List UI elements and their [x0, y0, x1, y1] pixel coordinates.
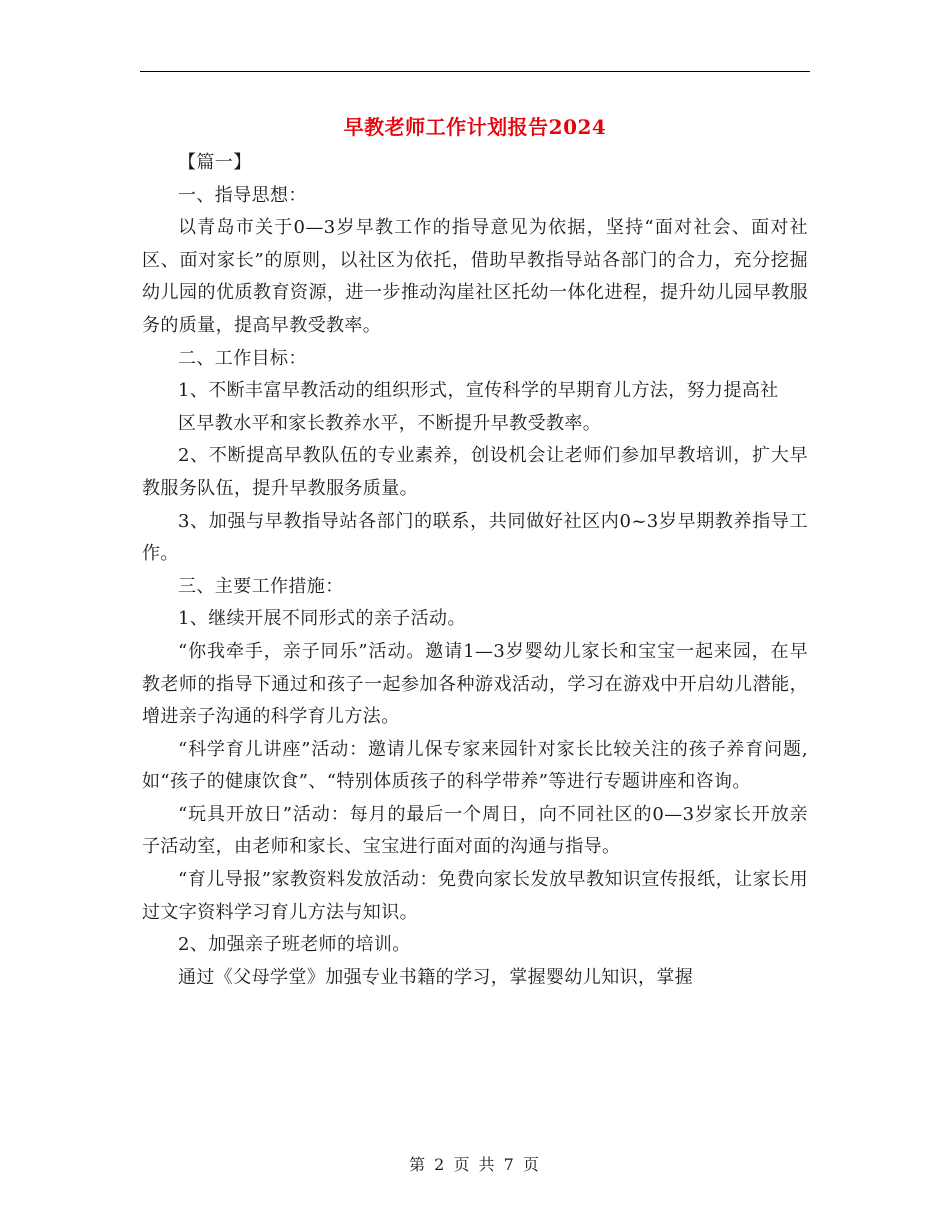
paragraph: 通过《父母学堂》加强专业书籍的学习，掌握婴幼儿知识，掌握 — [178, 966, 694, 988]
paragraph: 2、不断提高早教队伍的专业素养，创设机会让老师们参加早教培训，扩大早教服务队伍，提升早教服务质量。 — [142, 445, 808, 499]
paragraph: “你我牵手，亲子同乐”活动。邀请1—3岁婴幼儿家长和宝宝一起来园，在早教老师的指导下通过和孩子一起参加各种游戏活动，学习在游戏中开启幼儿潜能，增进亲子沟通的科学育儿方法。 — [142, 640, 808, 728]
paragraph: 以青岛市关于0—3岁早教工作的指导意见为依据，坚持“面对社会、面对社区、面对家长”的原则，以社区为依托，借助早教指导站各部门的合力，充分挖掘幼儿园的优质教育资源，进一步推动沟崖社区托幼一体化进程，提升幼儿园早教服务的质量，提高早教受教率。 — [142, 217, 808, 336]
paragraph: 2、加强亲子班老师的培训。 — [178, 934, 411, 956]
paragraph: 区早教水平和家长教养水平，不断提升早教受教率。 — [178, 412, 602, 434]
paragraph: 3、加强与早教指导站各部门的联系，共同做好社区内0~3岁早期教养指导工作。 — [142, 510, 808, 565]
document-title: 早教老师工作计划报告2024 — [343, 115, 607, 139]
page-number-footer: 第 2 页 共 7 页 — [409, 1155, 541, 1174]
paragraph: “玩具开放日”活动：每月的最后一个周日，向不同社区的0—3岁家长开放亲子活动室，由老师和家长、宝宝进行面对面的沟通与指导。 — [142, 803, 808, 858]
paragraph: 1、不断丰富早教活动的组织形式，宣传科学的早期育儿方法，努力提高社 — [178, 380, 779, 402]
heading-work-goals: 二、工作目标： — [178, 347, 307, 369]
heading-main-measures: 三、主要工作措施： — [178, 575, 344, 597]
section-heading: 【篇一】 — [178, 152, 252, 173]
document-body — [142, 147, 808, 994]
paragraph: 1、继续开展不同形式的亲子活动。 — [178, 608, 466, 630]
paragraph: “育儿导报”家教资料发放活动：免费向家长发放早教知识宣传报纸，让家长用过文字资料学习育儿方法与知识。 — [142, 869, 808, 923]
paragraph: “科学育儿讲座”活动：邀请儿保专家来园针对家长比较关注的孩子养育问题,如“孩子的健康饮食”、“特别体质孩子的科学带养”等进行专题讲座和咨询。 — [142, 738, 808, 793]
heading-guiding-ideology: 一、指导思想： — [178, 184, 307, 206]
header-rule — [140, 71, 810, 72]
